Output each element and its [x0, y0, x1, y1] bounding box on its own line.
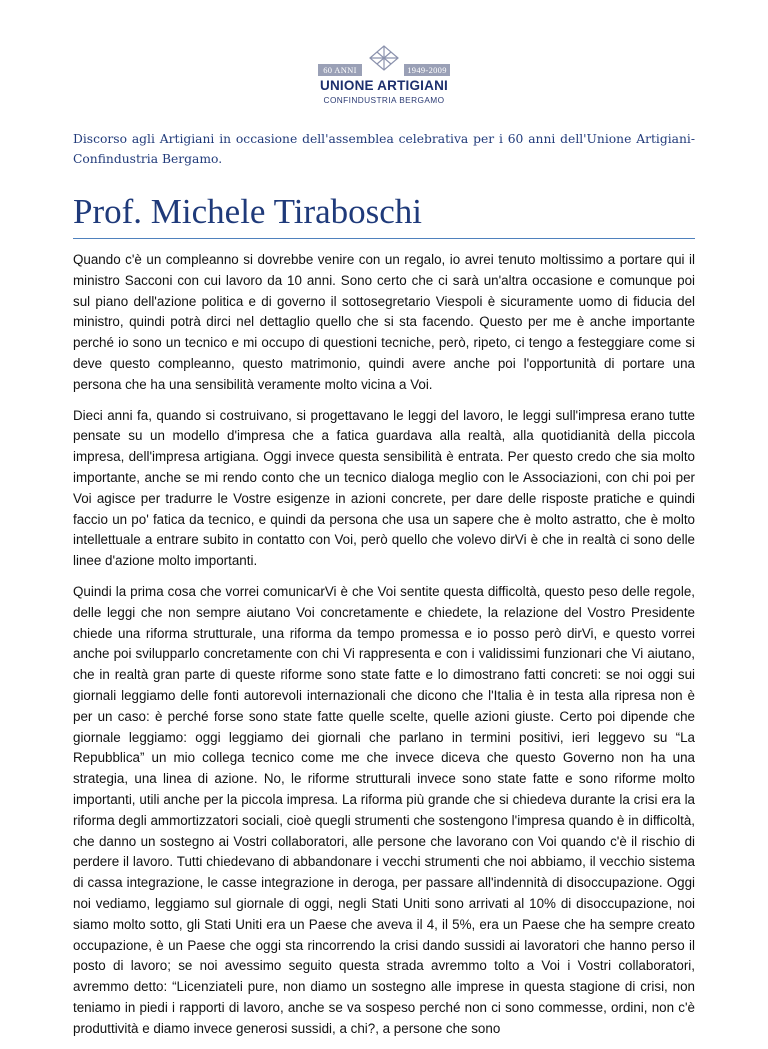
speech-body [73, 250, 695, 1049]
logo [316, 44, 452, 106]
logo-brand-name: UNIONE ARTIGIANI [320, 78, 448, 93]
page-title: Prof. Michele Tiraboschi [73, 192, 423, 231]
title-divider [73, 238, 695, 239]
logo-years-label: 1949-2009 [404, 64, 450, 76]
paragraph-2: Dieci anni fa, quando si costruivano, si progettavano le leggi del lavoro, le leggi sull'impresa erano tutte pensate su un modello d'impresa che a fatica guardava alla realtà, alla quotidianità della piccola impresa, dell'impresa artigiana. Oggi invece questa sensibilità è entrata. Per questo credo che sia molto importante, anche se mi rendo conto che un tecnico dialoga meglio con le Associazioni, con chi poi per Voi agisce per tradurre le Vostre esigenze in azioni concrete, per dare delle risposte pratiche e quindi faccio un po' fatica da tecnico, e quindi da persona che usa un sapere che è molto astratto, che è molto intellettuale a entrare subito in contatto con Voi, però quello che volevo dirVi è che in realtà ci sono delle linee d'azione molto importanti. [73, 407, 695, 569]
logo-emblem-icon [366, 44, 402, 72]
intro-caption: Discorso agli Artigiani in occasione dell'assemblea celebrativa per i 60 anni dell'Unione Artigiani-Confindustria Bergamo. [73, 132, 695, 166]
logo-subtitle: CONFINDUSTRIA BERGAMO [323, 95, 445, 105]
paragraph-3: Quindi la prima cosa che vorrei comunicarVi è che Voi sentite questa difficoltà, questo peso delle regole, delle leggi che non sempre aiutano Voi concretamente e chiedete, la relazione del Vostro Presidente chiede una riforma strutturale, una riforma da tempo promessa e io posso però dirVi, e questo vorrei anche poi svilupparlo concretamente con chi Vi rappresenta e con i validissimi funzionari che Vi aiutano, che in realtà gran parte di queste riforme sono state fatte e lo dimostrano fatti concreti: se noi oggi sui giornali leggiamo delle fonti autorevoli internazionali che dicono che l'Italia è in testa alla ripresa non è per un caso: è perché forse sono state fatte quelle scelte, quelle azioni giuste. Certo poi dipende che giornale leggiamo: oggi leggiamo dei giornali che parlano in termini positivi, ieri leggevo su “La Repubblica” un mio collega tecnico come me che invece diceva che questo Governo non ha una strategia, una linea di azione. No, le riforme strutturali invece sono state fatte e sono riforme molto importanti, utili anche per la piccola impresa. La riforma più grande che si chiedeva durante la crisi era la riforma degli ammortizzatori sociali, cioè quegli strumenti che sostengono l'impresa quando è in difficoltà, che danno un sostegno ai Vostri collaboratori, alle persone che lavorano con Voi quando c'è il rischio di perdere il lavoro. Tutti chiedevano di abbandonare i vecchi strumenti che noi abbiamo, il vecchio sistema di cassa integrazione, le casse integrazione in deroga, per passare all'indennità di disoccupazione. Oggi noi vediamo, leggiamo sul giornale di oggi, negli Stati Uniti sono arrivati al 10% di disoccupazione, noi siamo molto sotto, gli Stati Uniti era un Paese che aveva il 4, il 5%, era un Paese che ha sempre creato occupazione, è un Paese che oggi sta rincorrendo la crisi dando sussidi ai lavoratori che hanno perso il posto di lavoro; se noi avessimo seguito questa strada avremmo tolto a Voi i Vostri collaboratori, avremmo detto: “Licenziateli pure, non diamo un sostegno alle imprese in questa stagione di crisi, non teniamo in piedi i rapporti di lavoro, anche se va sospeso perché non ci sono commesse, ordini, non c'è produttività e diamo invece generosi sussidi, a chi?, a persone che sono [73, 583, 695, 1036]
paragraph-1: Quando c'è un compleanno si dovrebbe venire con un regalo, io avrei tenuto moltissimo a portare qui il ministro Sacconi con cui lavoro da 10 anni. Sono certo che ci sarà un'altra occasione e comunque poi sul piano dell'azione politica e di governo il sottosegretario Viespoli è sicuramente uomo di fiducia del ministro, quindi potrà dirci nel dettaglio quello che si sta facendo. Questo per me è anche importante perché io sono un tecnico e mi occupo di questioni tecniche, però, ripeto, ci tengo a festeggiare come si deve questo compleanno, questo matrimonio, quindi avere anche poi l'opportunità di portare una persona che ha una sensibilità veramente molto vicina a Voi. [73, 252, 695, 392]
logo-anniversary-label: 60 ANNI [318, 64, 362, 76]
